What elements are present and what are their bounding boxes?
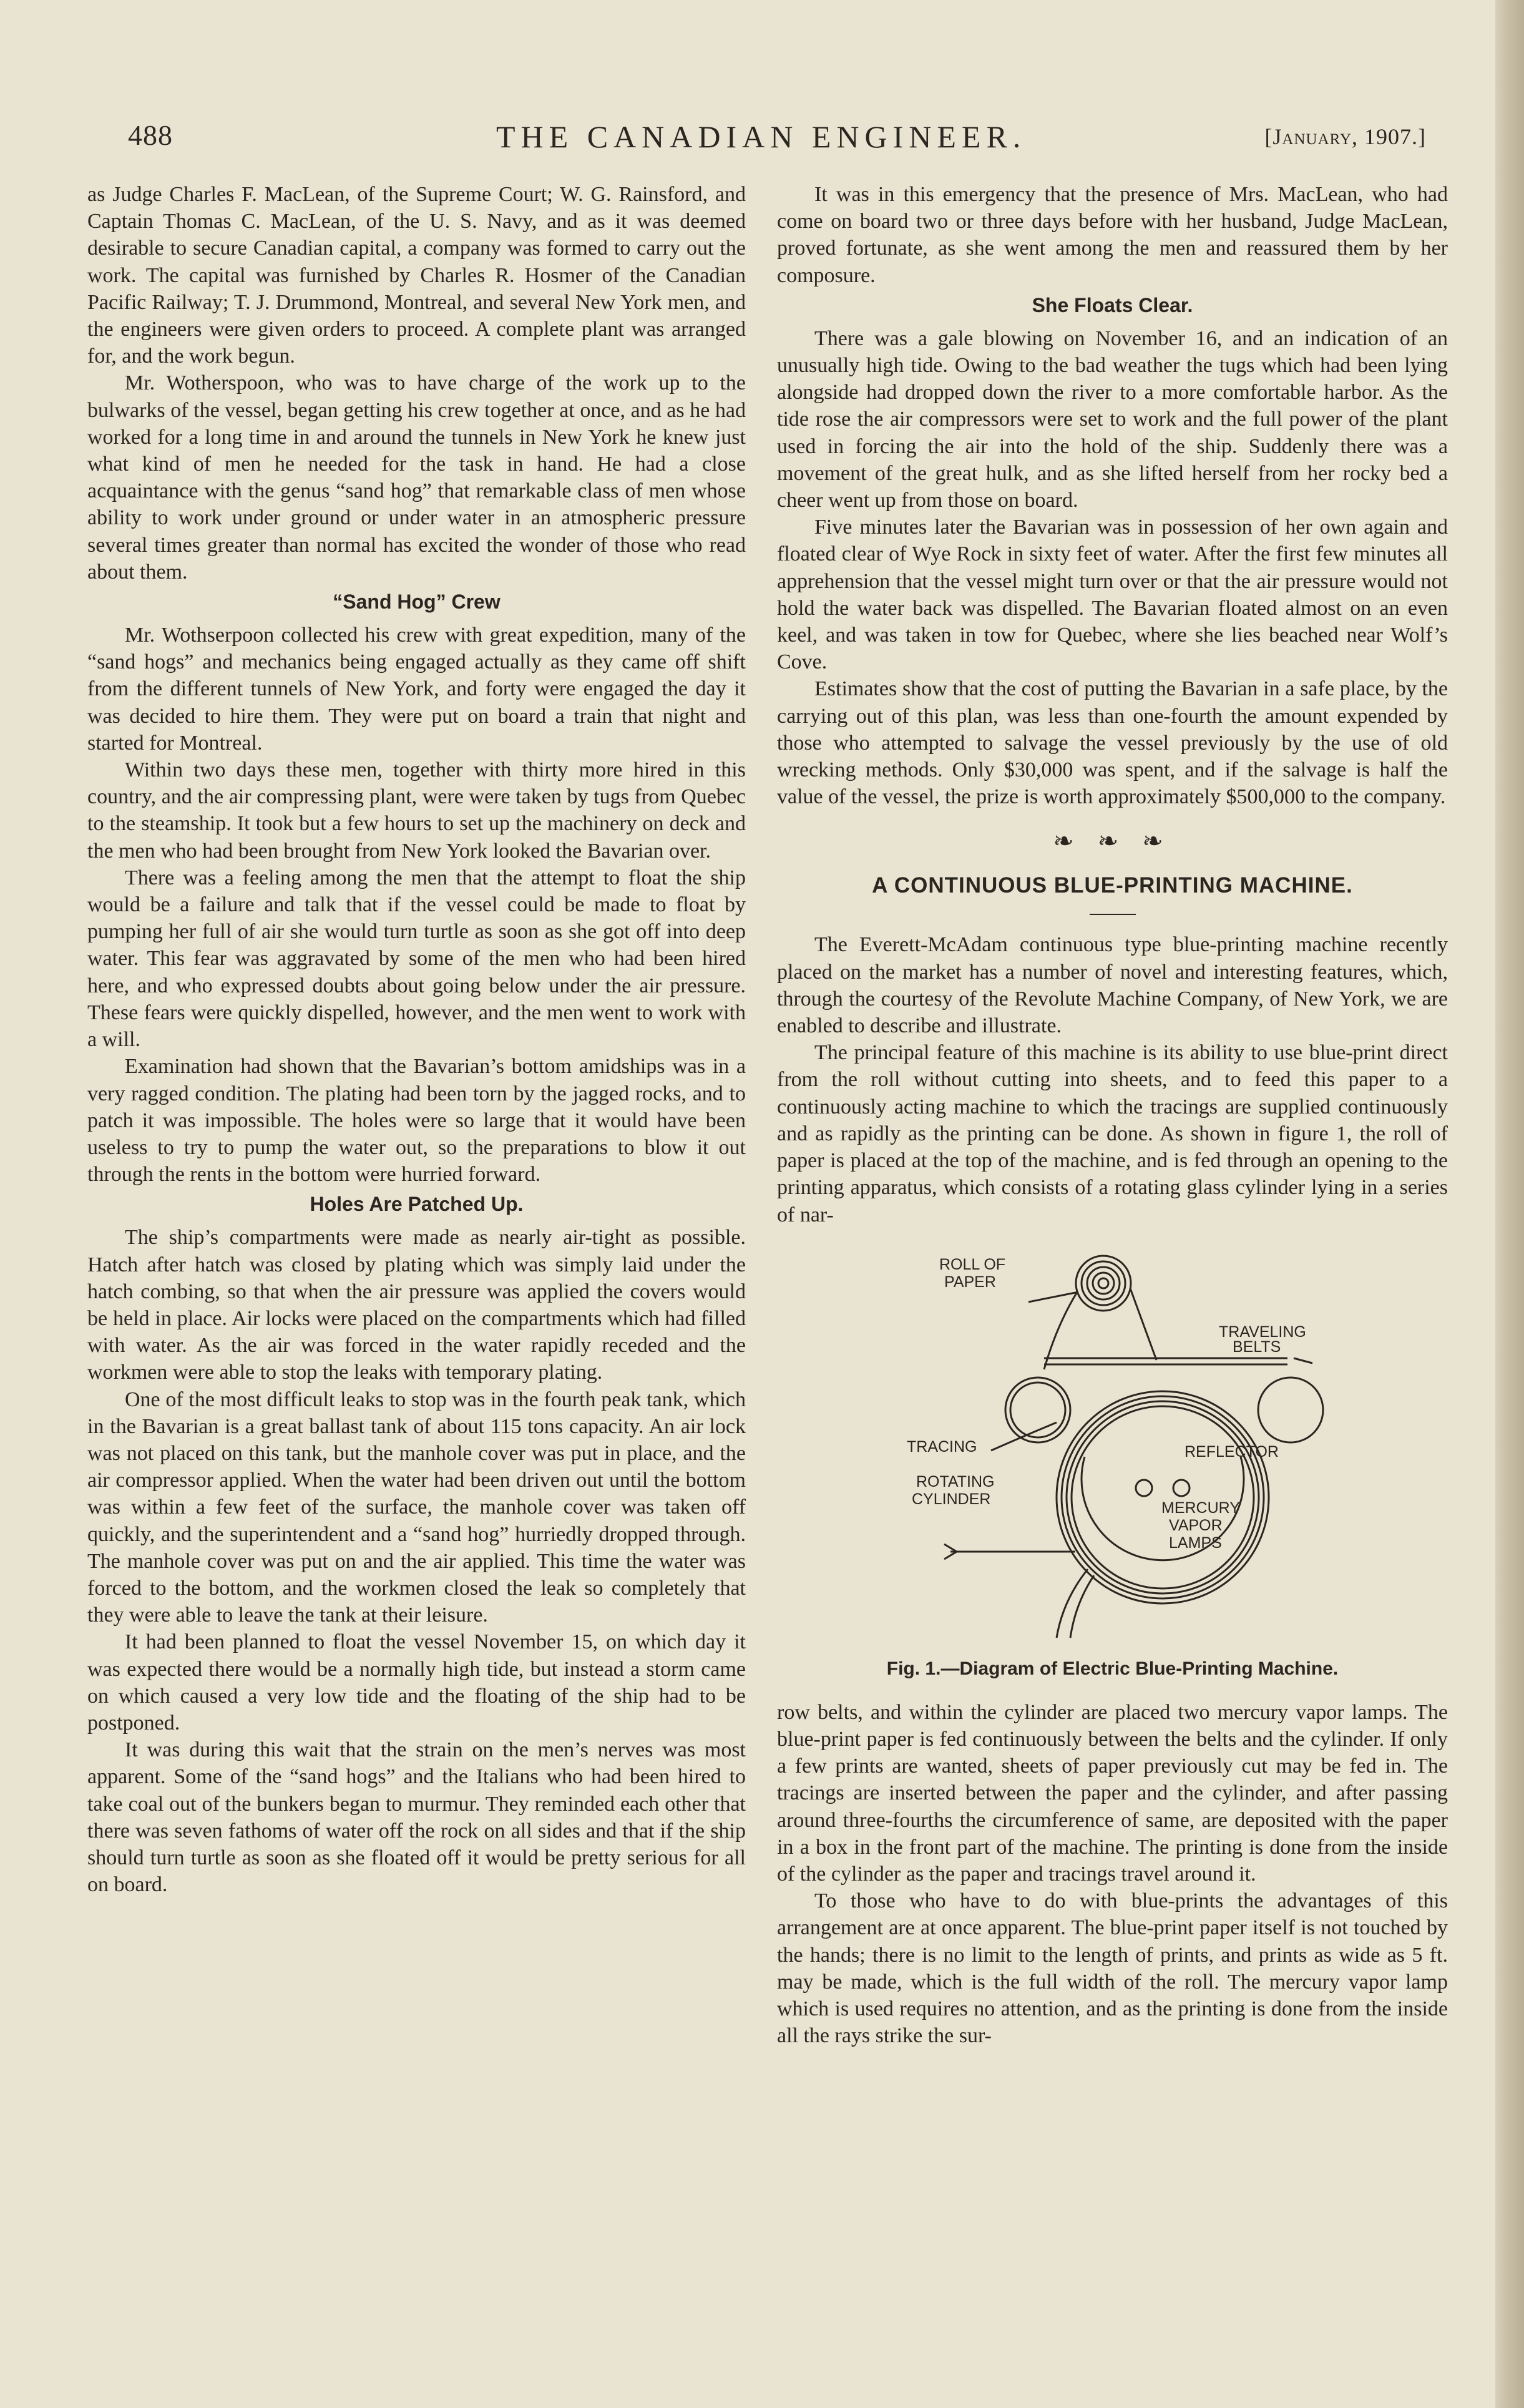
title-rule: [1090, 914, 1136, 915]
label-roll-of: ROLL OF: [939, 1255, 1005, 1273]
paragraph: There was a gale blowing on November 16, and an indication of an unusually high tide. Owing to the bad weather the tugs which had been lying alongside had dropped down the river to a more comfortable harbor. As the tide rose the air compressors were set to work and the full power of the plant used in forcing the air into the hold of the ship. Suddenly there was a movement of the great hulk, and as she lifted herself from her rocky bed a cheer went up from those on board.: [777, 326, 1448, 512]
paragraph: The Everett-McAdam continuous type blue-printing machine recently placed on the market has a number of novel and interesting features, which, through the courtesy of the Revolute Machine Company, of New York, we are enabled to describe and illustrate.: [777, 933, 1448, 1038]
label-reflector: REFLECTOR: [1184, 1442, 1279, 1461]
label-paper: PAPER: [944, 1273, 996, 1291]
mercury-lamp-icon: [1173, 1480, 1189, 1496]
belt-roller-left: [1005, 1378, 1070, 1442]
figure-caption: Fig. 1.—Diagram of Electric Blue-Printing Machine.: [886, 1658, 1339, 1679]
mercury-lamp-icon: [1136, 1480, 1152, 1496]
issue-date: [January, 1907.]: [1264, 124, 1426, 149]
left-column: [87, 181, 746, 1898]
label-belts: BELTS: [1232, 1338, 1281, 1356]
page-header: [128, 119, 1426, 162]
paragraph: Mr. Wothserpoon collected his crew with great expedition, many of the “sand hogs” and mechanics being engaged actually as they came off shift from the different tunnels of New York, and forty were engaged the day it was decided to hire them. They were put on board a train that night and started for Montreal.: [87, 624, 746, 755]
rotating-cylinder: [1057, 1391, 1269, 1603]
section-heading: She Floats Clear.: [1032, 293, 1193, 316]
figure-1: [777, 1251, 1448, 1681]
label-tracing: TRACING: [906, 1437, 977, 1456]
section-heading: Holes Are Patched Up.: [310, 1193, 524, 1216]
section-heading: “Sand Hog” Crew: [333, 590, 501, 614]
paragraph: as Judge Charles F. MacLean, of the Supreme Court; W. G. Rainsford, and Captain Thomas C. MacLean, of the U. S. Navy, and as it was deemed desirable to secure Canadian capital, a company was formed to carry out the work. The capital was furnished by Charles R. Hosmer of the Canadian Pacific Railway; T. J. Drummond, Montreal, and several New York men, and the engineers were given orders to proceed. A complete plant was arranged for, and the work begun.: [87, 183, 746, 368]
right-column: [777, 181, 1448, 2049]
paragraph: There was a feeling among the men that the attempt to float the ship would be a failure and talk that if the vessel could be made to float by pumping her full of air she would turn turtle as soon as she got off into deep water. This fear was aggravated by some of the men who had been hired here, and who expressed doubts about going below under the air pressure. These fears were quickly dispelled, however, and the men went to work with a will.: [87, 866, 746, 1052]
label-vapor: VAPOR: [1168, 1516, 1223, 1534]
label-rotating: ROTATING: [916, 1472, 994, 1490]
paragraph: row belts, and within the cylinder are placed two mercury vapor lamps. The blue-print paper is fed continuously between the belts and the cylinder. If only a few prints are wanted, sheets of paper previously cut may be fed in. The tracings are inserted between the paper and the cylinder, and after passing around three-fourths the circumference of same, are deposited with the paper in a box in the front part of the machine. The printing is done from the inside of the cylinder as the paper and tracings travel around it.: [777, 1700, 1448, 1886]
paragraph: Estimates show that the cost of putting the Bavarian in a safe place, by the carrying out of this plan, was less than one-fourth the amount expended by those who attempted to salvage the vessel previously by the use of old wrecking methods. Only $30,000 was spent, and if the salvage is half the value of the vessel, the prize is worth approximately $500,000 to the company.: [777, 677, 1448, 809]
paragraph: Examination had shown that the Bavarian’s bottom amidships was in a very ragged condition. The plating had been torn by the jagged rocks, and to patch it was impossible. The holes were so large that it would have been useless to try to pump the water out, so the preparations to blow it out through the rents in the bottom were hurried forward.: [87, 1055, 746, 1187]
paragraph: Within two days these men, together with thirty more hired in this country, and the air compressing plant, were were taken by tugs from Quebec to the steamship. It took but a few hours to set up the machinery on deck and the men who had been brought from New York looked the Bavarian over.: [87, 758, 746, 863]
article-title: A CONTINUOUS BLUE-PRINTING MACHINE.: [872, 873, 1353, 898]
paragraph: One of the most difficult leaks to stop was in the fourth peak tank, which in the Bavarian is a great ballast tank of about 115 tons capacity. An air lock was not placed on this tank, but the manhole cover was put in place, and the air compressor applied. When the water had been driven out until the bottom was within a few feet of the surface, the manhole cover was taken off quickly, and the superintendent and a “sand hog” hurriedly dropped through. The manhole cover was put on and the air applied. This time the water was forced to the bottom, and the workmen closed the leak so completely that they were able to leave the tank at their leisure.: [87, 1388, 746, 1627]
book-spine-edge: [1495, 0, 1524, 2408]
belt-roller-right: [1258, 1378, 1323, 1442]
paper-roll-icon: [1076, 1256, 1131, 1311]
paragraph: It had been planned to float the vessel November 15, on which day it was expected there would be a normally high tide, but instead a storm came on which caused a very low tide and the floating of the ship had to be postponed.: [87, 1630, 746, 1735]
label-mercury: MERCURY: [1161, 1499, 1240, 1517]
paragraph: To those who have to do with blue-prints the advantages of this arrangement are at once apparent. The blue-print paper itself is not touched by the hands; there is no limit to the length of prints, and prints as wide as 5 ft. may be made, which is the full width of the roll. The mercury vapor lamp which is used requires no attention, and as the printing is done from the inside all the rays strike the sur-: [777, 1889, 1448, 2048]
blue-printing-machine-diagram: [832, 1251, 1394, 1650]
section-ornament: ❧ ❧ ❧: [1053, 827, 1172, 856]
paragraph: The principal feature of this machine is its ability to use blue-print direct from the roll without cutting into sheets, and to feed this paper to a continuously acting machine to which the tracings are supplied continuously and as rapidly as the printing can be done. As shown in figure 1, the roll of paper is placed at the top of the machine, and is fed through an opening to the printing apparatus, which consists of a rotating glass cylinder lying in a series of nar-: [777, 1041, 1448, 1226]
label-cylinder: CYLINDER: [911, 1490, 990, 1508]
paragraph: Mr. Wotherspoon, who was to have charge of the work up to the bulwarks of the vessel, began getting his crew together at once, and as he had worked for a long time in and around the tunnels in New York he knew just what kind of men he needed for the task in hand. He had a close acquaintance with the genus “sand hog” that remarkable class of men whose ability to work under ground or under water in an atmospheric pressure several times greater than normal has excited the wonder of those who read about them.: [87, 371, 746, 584]
label-traveling: TRAVELING: [1218, 1323, 1306, 1341]
paragraph: The ship’s compartments were made as nearly air-tight as possible. Hatch after hatch was closed by plating which was simply laid under the hatch combing, so that when the air pressure was applied the covers would be held in place. Air locks were placed on the compartments which had filled with water. As the air was forced in the water rapidly receded and the workmen were able to stop the leaks with temporary plating.: [87, 1226, 746, 1384]
paragraph: It was in this emergency that the presence of Mrs. MacLean, who had come on board two or three days before with her husband, Judge MacLean, proved fortunate, as she went among the men and reassured them by her composure.: [777, 183, 1448, 287]
paragraph: It was during this wait that the strain on the men’s nerves was most apparent. Some of the “sand hogs” and the Italians who had been hired to take coal out of the bunkers began to murmur. They reminded each other that there was seven fathoms of water off the rock on all sides and that if the ship should turn turtle as soon as she floated off it would be pretty serious for all on board.: [87, 1738, 746, 1897]
label-lamps: LAMPS: [1168, 1534, 1222, 1552]
paragraph: Five minutes later the Bavarian was in possession of her own again and floated clear of Wye Rock in sixty feet of water. After the first few minutes all apprehension that the vessel might turn over or that the air pressure would not hold the water back was dispelled. The Bavarian floated almost on an even keel, and was taken in tow for Quebec, where she lies beached near Wolf’s Cove.: [777, 516, 1448, 674]
journal-title: THE CANADIAN ENGINEER.: [496, 119, 1027, 154]
page-number: 488: [128, 119, 173, 151]
